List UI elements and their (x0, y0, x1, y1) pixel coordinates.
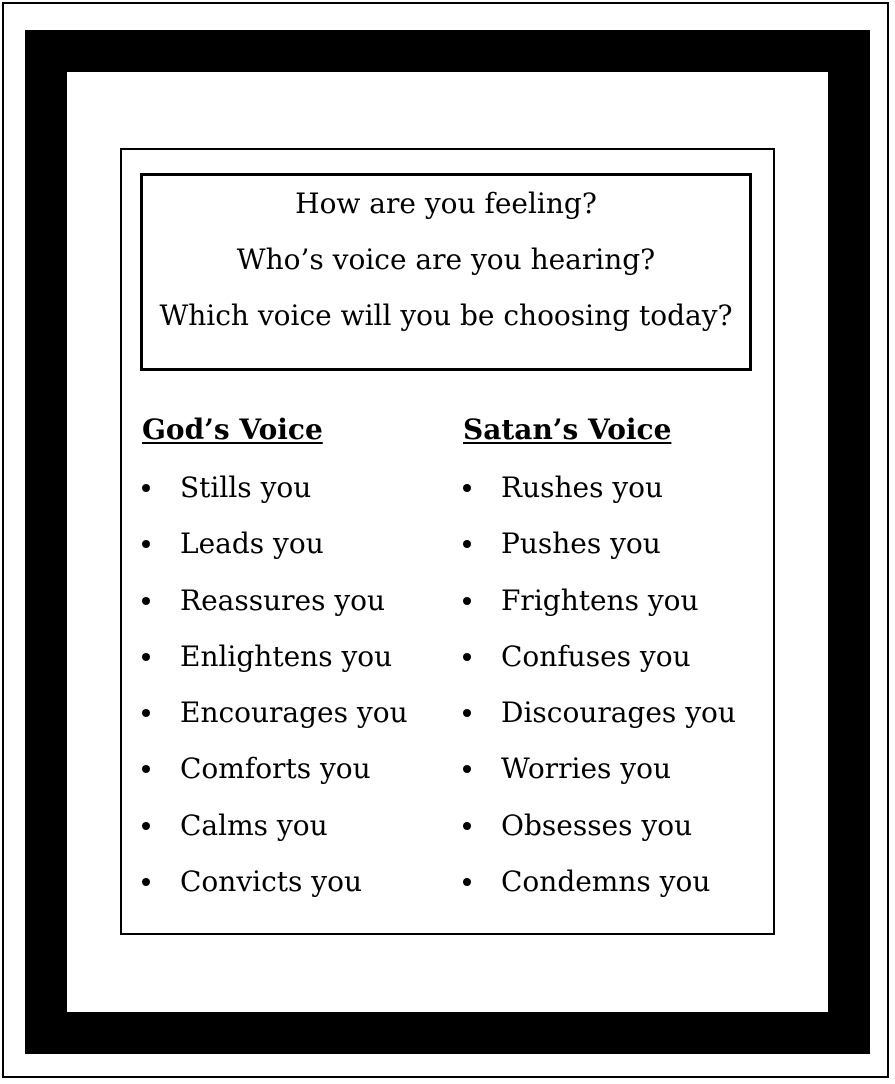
question-feeling: How are you feeling? (295, 187, 597, 220)
question-choosing: Which voice will you be choosing today? (159, 299, 733, 332)
bullet-icon (463, 878, 471, 886)
bullet-icon (463, 822, 471, 830)
list-item-text: Obsesses you (501, 808, 693, 842)
list-item (463, 749, 753, 805)
list-item-text: Worries you (501, 752, 672, 786)
list-item-text: Confuses you (501, 639, 691, 673)
gods-voice-heading: God’s Voice (142, 413, 323, 446)
bullet-icon (142, 653, 150, 661)
bullet-icon (142, 878, 150, 886)
list-item-text: Frightens you (501, 583, 699, 617)
gods-voice-column (142, 410, 442, 918)
list-item (463, 806, 753, 862)
list-item-text: Comforts you (180, 752, 371, 786)
bullet-icon (142, 765, 150, 773)
list-item-text: Stills you (180, 471, 312, 504)
list-item (463, 468, 753, 524)
bullet-icon (463, 484, 471, 492)
list-item-text: Calms you (180, 808, 328, 842)
list-item (142, 806, 442, 862)
list-item (142, 524, 442, 580)
bullet-icon (142, 540, 150, 548)
list-item-text: Condemns you (501, 865, 711, 899)
satans-voice-column (463, 410, 753, 918)
list-item-text: Encourages you (180, 696, 408, 730)
list-item-text: Convicts you (180, 865, 362, 899)
satans-voice-heading: Satan’s Voice (463, 413, 672, 446)
question-box (140, 173, 752, 371)
list-item (142, 468, 442, 524)
list-item (142, 862, 442, 918)
bullet-icon (142, 484, 150, 492)
satans-voice-list (463, 468, 753, 918)
bullet-icon (142, 597, 150, 605)
list-item-text: Rushes you (501, 471, 664, 504)
list-item (463, 581, 753, 637)
bullet-icon (463, 653, 471, 661)
list-item-text: Reassures you (180, 583, 386, 617)
list-item (463, 693, 753, 749)
list-item (142, 637, 442, 693)
list-item (463, 524, 753, 580)
bullet-icon (142, 709, 150, 717)
list-item (142, 749, 442, 805)
bullet-icon (463, 709, 471, 717)
question-hearing: Who’s voice are you hearing? (236, 243, 656, 276)
bullet-icon (463, 765, 471, 773)
list-item-text: Leads you (180, 527, 324, 561)
bullet-icon (463, 540, 471, 548)
list-item (142, 581, 442, 637)
bullet-icon (463, 597, 471, 605)
list-item (142, 693, 442, 749)
list-item (463, 862, 753, 918)
list-item-text: Pushes you (501, 527, 661, 561)
bullet-icon (142, 822, 150, 830)
list-item-text: Enlightens you (180, 639, 393, 673)
list-item (463, 637, 753, 693)
gods-voice-list (142, 468, 442, 918)
list-item-text: Discourages you (501, 696, 736, 730)
